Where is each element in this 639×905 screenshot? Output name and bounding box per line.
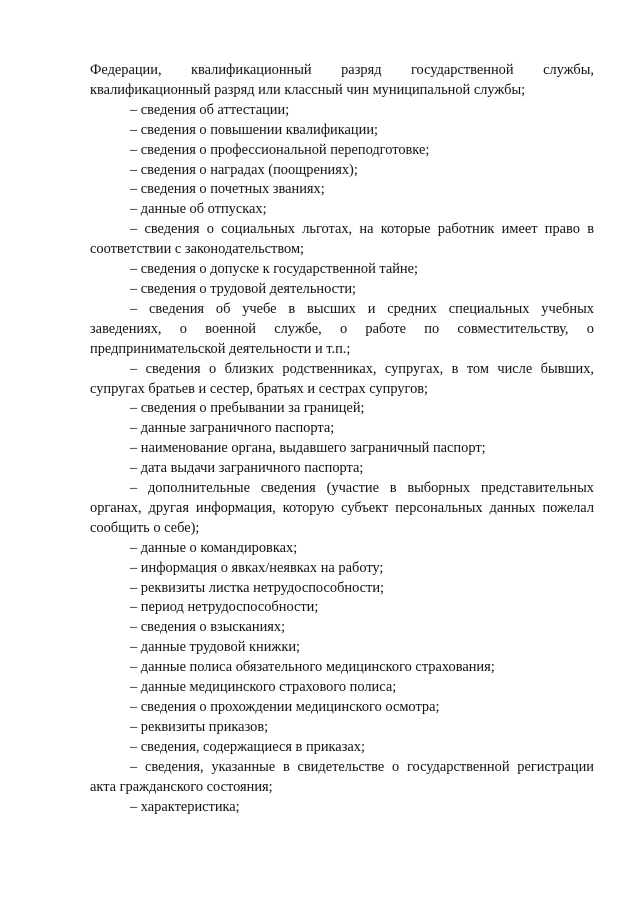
list-item-attendance: – информация о явках/неявках на работу; <box>130 559 384 576</box>
list-item-oms-policy: – данные полиса обязательного медицинского страхования; <box>130 659 495 676</box>
list-item-order-details: – реквизиты приказов; <box>130 718 269 735</box>
list-item-abroad-stay: – сведения о пребывании за границей; <box>130 400 365 417</box>
list-item-medical-exam: – сведения о прохождении медицинского осмотра; <box>130 699 440 715</box>
list-item-order-contents: – сведения, содержащиеся в приказах; <box>130 738 365 755</box>
list-item-business-trips: – данные о командировках; <box>130 539 298 556</box>
list-item-characteristic: – характеристика; <box>130 798 240 815</box>
list-item-passport-data: – данные заграничного паспорта; <box>130 420 335 437</box>
list-item-attestation: – сведения об аттестации; <box>130 101 290 118</box>
list-item-additional-info: – дополнительные сведения (участие в выборных представительных органах, другая информация, которую субъект персональных данных пожелал сообщить о себе); <box>90 480 594 536</box>
list-item-social-benefits: – сведения о социальных льготах, на которые работник имеет право в соответствии с законодательством; <box>90 221 594 258</box>
list-item-education-service: – сведения об учебе в высших и средних специальных учебных заведениях, о военной службе, о работе по совместительству, о предпринимательской деятельности и т.п.; <box>90 300 594 357</box>
document-body <box>90 61 594 817</box>
list-item-sick-leave-period: – период нетрудоспособности; <box>130 599 319 616</box>
list-item-state-secret: – сведения о допуске к государственной тайне; <box>130 261 419 278</box>
list-item-passport-date: – дата выдачи заграничного паспорта; <box>130 460 364 477</box>
list-item-work-activity: – сведения о трудовой деятельности; <box>130 280 357 297</box>
list-item-medical-policy: – данные медицинского страхового полиса; <box>130 679 397 696</box>
list-item-qualification: – сведения о повышении квалификации; <box>130 121 379 138</box>
list-item-civil-registration: – сведения, указанные в свидетельстве о государственной регистрации акта гражданского состояния; <box>90 758 594 795</box>
list-item-retraining: – сведения о профессиональной переподготовке; <box>130 141 430 158</box>
list-item-sick-leave-details: – реквизиты листка нетрудоспособности; <box>130 579 385 596</box>
list-item-work-book: – данные трудовой книжки; <box>130 639 301 656</box>
list-item-honorary-titles: – сведения о почетных званиях; <box>130 181 325 198</box>
list-item-awards: – сведения о наградах (поощрениях); <box>130 161 358 178</box>
paragraph-continuation: Федерации, квалификационный разряд государственной службы, квалификационный разряд или классный чин муниципальной службы; <box>90 62 594 98</box>
list-item-relatives: – сведения о близких родственниках, супругах, в том числе бывших, супругах братьев и сестер, братьях и сестрах супругов; <box>90 360 594 397</box>
list-item-vacations: – данные об отпусках; <box>130 201 267 218</box>
list-item-passport-issuer: – наименование органа, выдавшего заграничный паспорт; <box>130 440 486 457</box>
list-item-penalties: – сведения о взысканиях; <box>130 619 286 636</box>
